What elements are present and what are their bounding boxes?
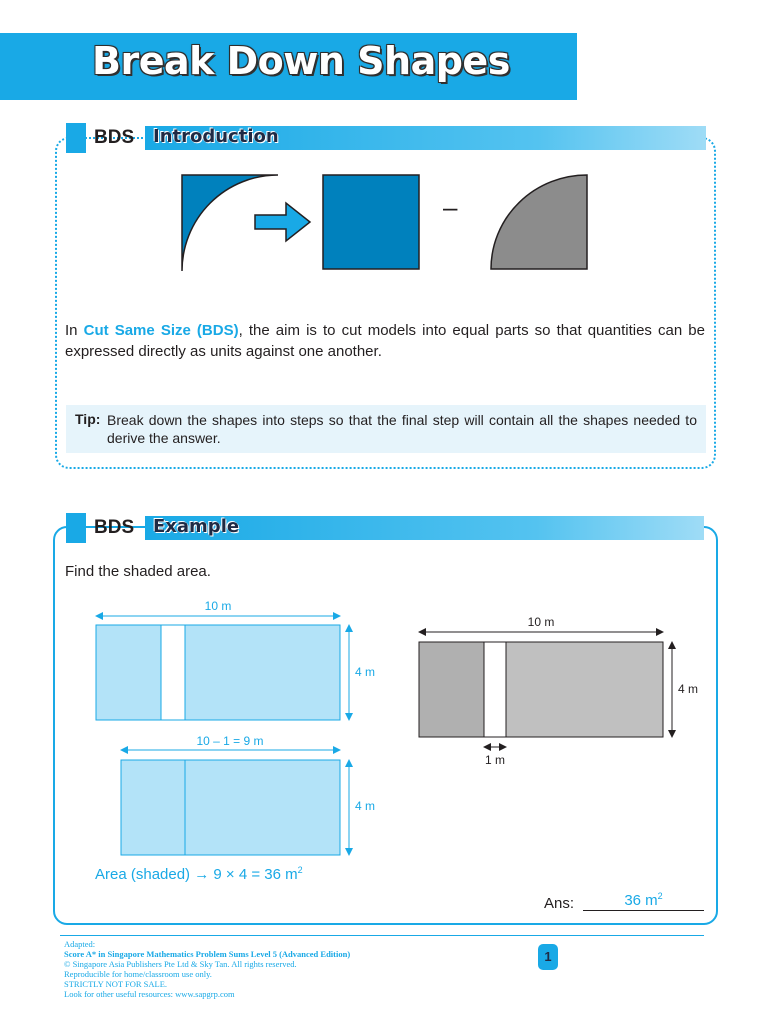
figure-2	[121, 734, 375, 855]
tab-label: Introduction	[153, 126, 279, 147]
area-superscript: 2	[297, 865, 303, 875]
example-tab	[66, 513, 706, 543]
tab-bar	[145, 126, 706, 150]
tab-prefix: BDS	[94, 127, 135, 148]
page-number: 1	[538, 944, 558, 970]
square-shape	[323, 175, 419, 269]
answer-line	[583, 910, 704, 911]
tip-text: Break down the shapes into steps so that the final step will contain all the shapes needed to derive the answer.	[107, 412, 697, 446]
fig3-height-label: 4 m	[678, 682, 699, 696]
footer-text	[64, 939, 350, 999]
fig2-width-label: 10 – 1 = 9 m	[196, 734, 264, 748]
question-text: Find the shaded area.	[65, 563, 211, 580]
paragraph-highlight: Cut Same Size (BDS)	[83, 322, 239, 339]
fig1-height-label: 4 m	[355, 665, 376, 679]
area-text: Area (shaded) → 9 × 4 = 36 m	[95, 866, 298, 883]
paragraph-end: , the aim is to cut models into equal parts so that quantities can be expressed directly as units against one another.	[65, 322, 705, 360]
fig1-width-label: 10 m	[204, 599, 232, 613]
figure-3	[419, 615, 698, 767]
footer-line: Look for other useful resources: www.sapgrp.com	[64, 989, 235, 999]
paragraph-start: In	[65, 322, 84, 339]
footer-line: © Singapore Asia Publishers Pte Ltd & Sky Tan. All rights reserved.	[64, 959, 297, 969]
tip-box	[66, 405, 706, 453]
footer-line: Score A* in Singapore Mathematics Problem Sums Level 5 (Advanced Edition)	[64, 949, 351, 959]
fig2-height-label: 4 m	[355, 799, 376, 813]
intro-figure	[170, 165, 630, 280]
footer-rule	[60, 935, 704, 936]
footer-line: Adapted:	[64, 939, 96, 949]
title-banner	[0, 33, 577, 100]
footer-line: Reproducible for home/classroom use only.	[64, 969, 212, 979]
minus-sign: –	[443, 192, 458, 222]
tab-bar	[145, 516, 704, 540]
area-result	[95, 865, 303, 883]
tab-label: Example	[153, 516, 240, 537]
tip-label: Tip:	[75, 411, 101, 427]
tab-prefix: BDS	[94, 517, 135, 538]
page-title: Break Down Shapes	[92, 39, 510, 83]
tab-marker	[66, 123, 86, 153]
answer-value: 36 $m^2$	[624, 891, 663, 909]
footer-line: STRICTLY NOT FOR SALE.	[64, 979, 168, 989]
example-figures	[0, 590, 768, 870]
fig3-width-label: 10 m	[527, 615, 555, 629]
introduction-tab	[66, 123, 706, 153]
fig3-gap-label: 1 m	[484, 753, 506, 767]
answer-superscript: 2	[657, 891, 663, 901]
answer-label: Ans:	[544, 895, 575, 912]
tab-marker	[66, 513, 86, 543]
figure-1	[96, 599, 375, 720]
quarter-circle-shape	[491, 175, 587, 269]
intro-paragraph	[65, 320, 705, 362]
arrow-right-icon	[255, 203, 310, 241]
